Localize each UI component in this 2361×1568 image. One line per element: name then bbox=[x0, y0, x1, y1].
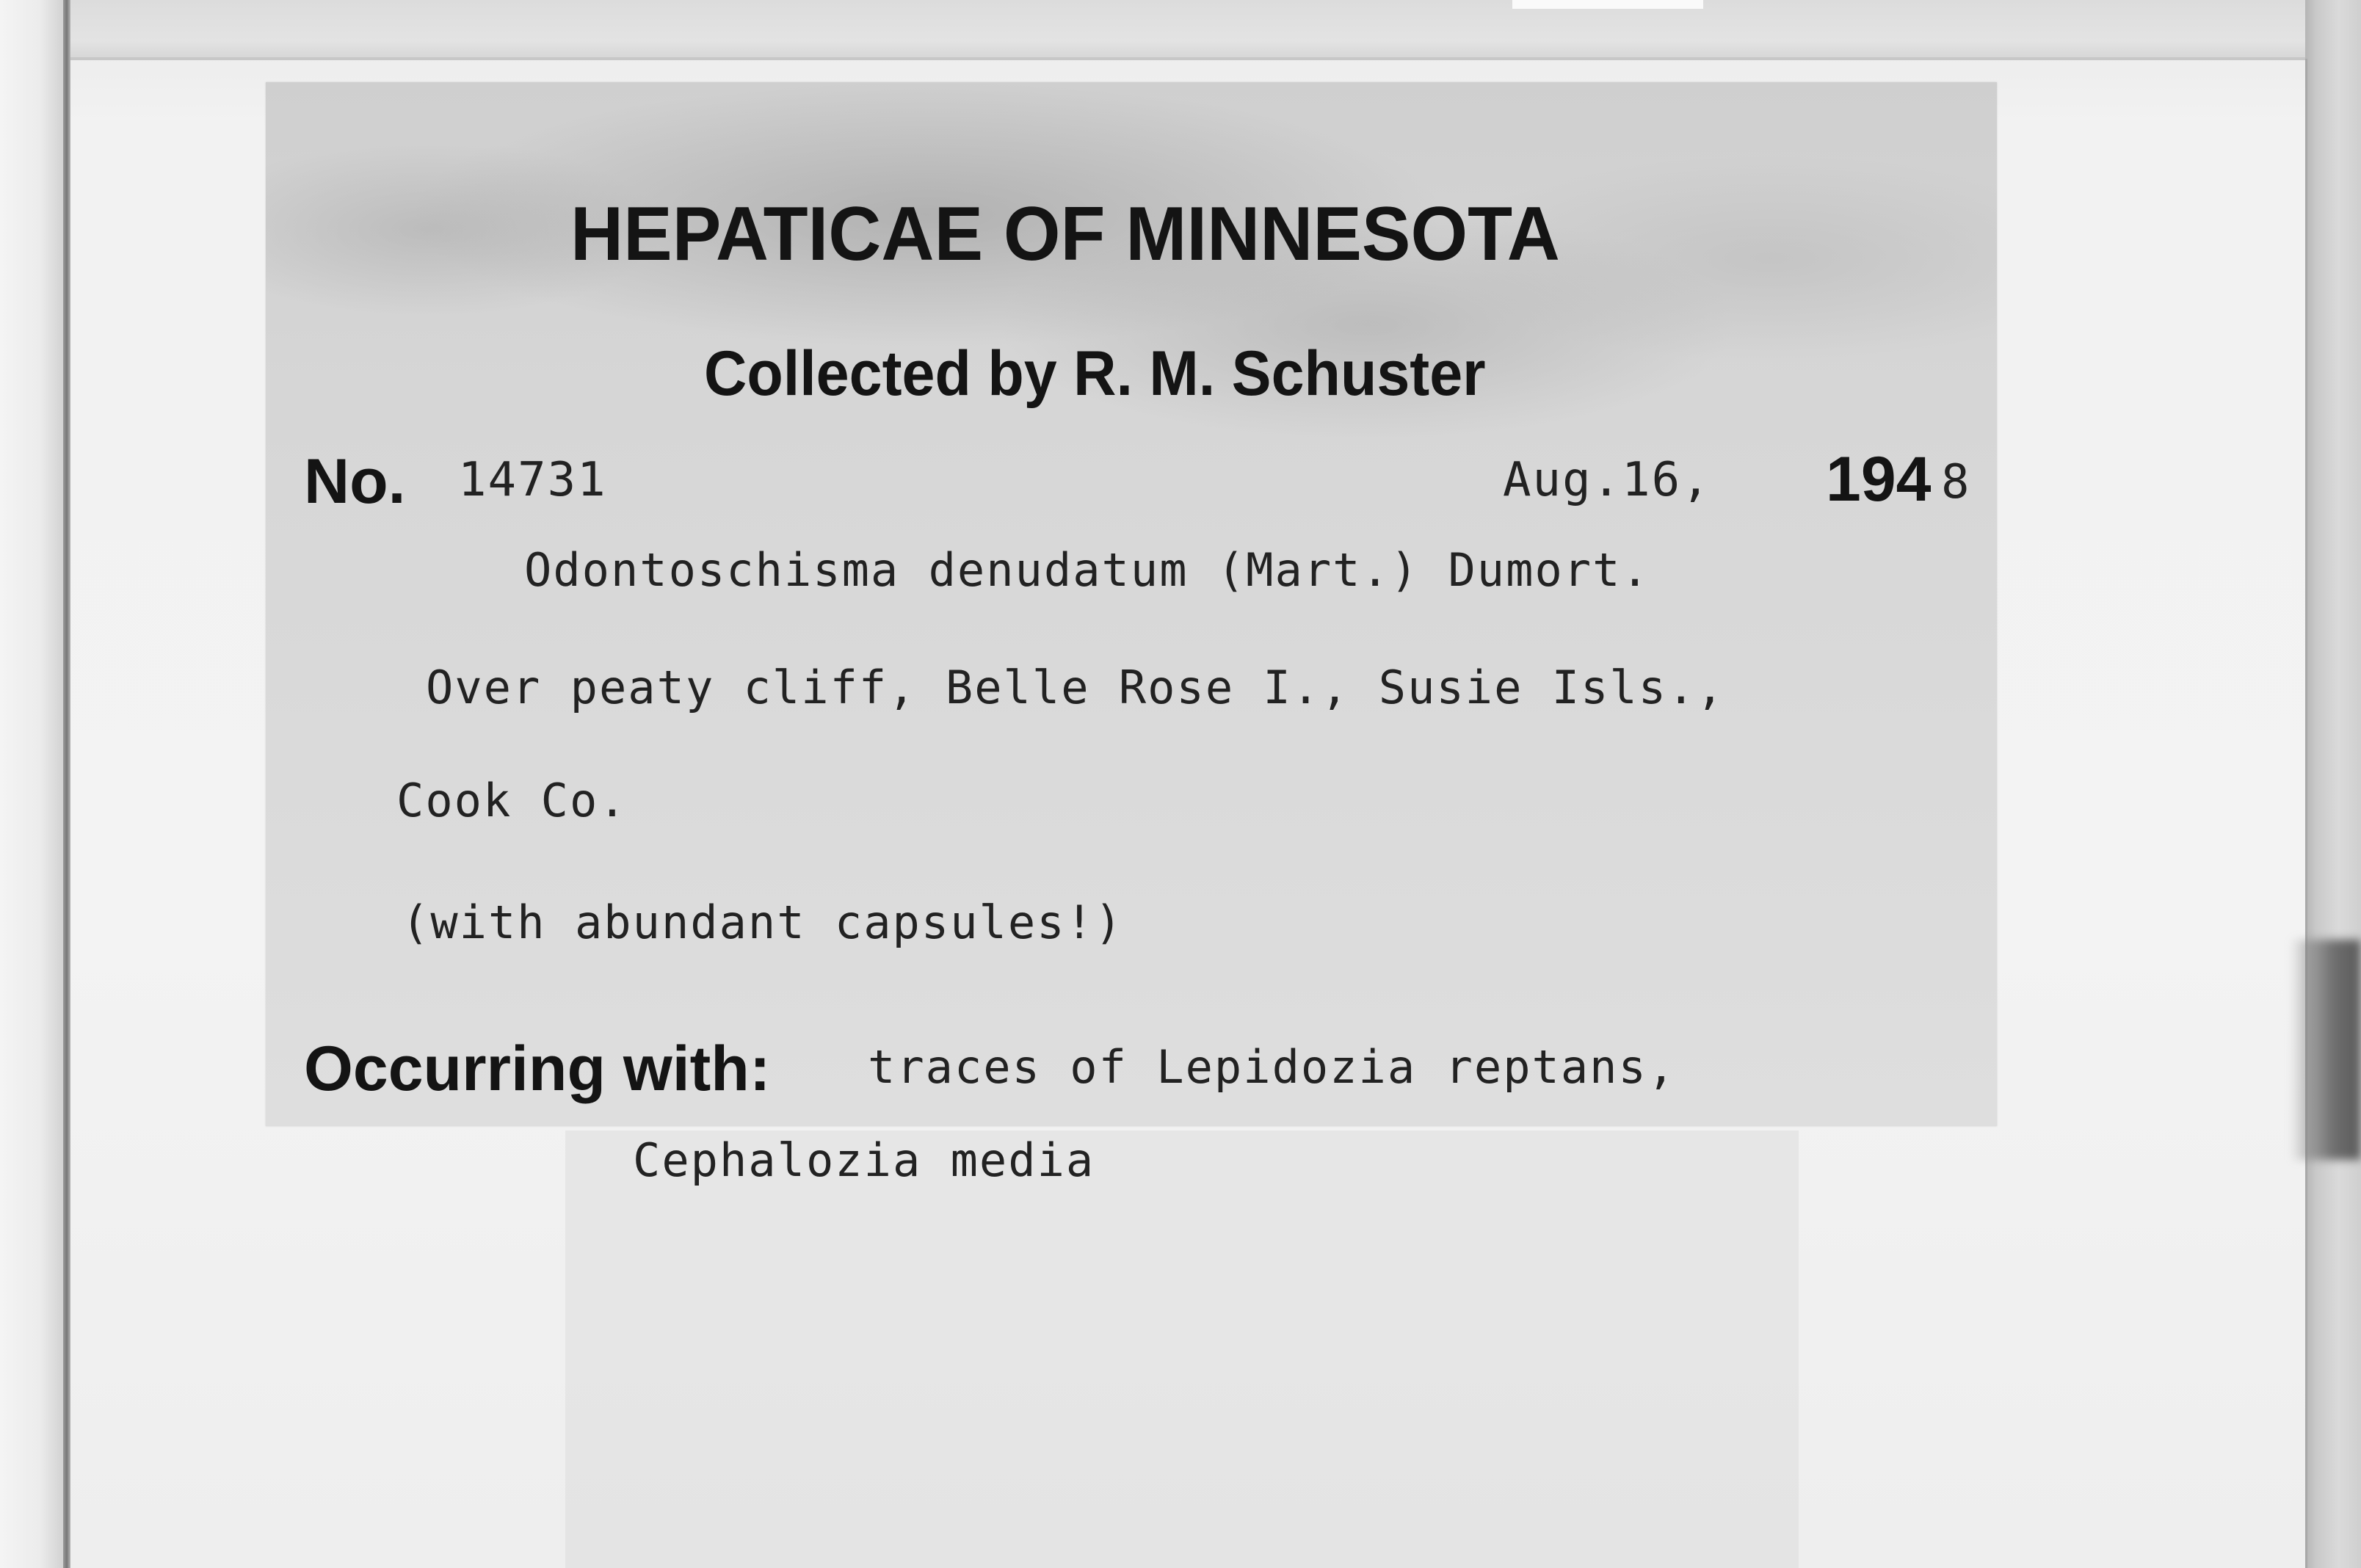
number-label: No. bbox=[304, 446, 406, 517]
right-margin bbox=[2305, 0, 2361, 1568]
occurring-with-label: Occurring with: bbox=[304, 1034, 771, 1104]
paper-patch bbox=[1512, 0, 1703, 9]
label-title: HEPATICAE OF MINNESOTA bbox=[570, 192, 1560, 277]
sheet-crease bbox=[70, 57, 2317, 60]
left-margin bbox=[0, 0, 66, 1568]
sheet-shadow bbox=[565, 1130, 1799, 1568]
sheet-top-fold bbox=[70, 0, 2317, 59]
specimen-note: (with abundant capsules!) bbox=[402, 896, 1124, 949]
collector-line: Collected by R. M. Schuster bbox=[704, 338, 1486, 409]
specimen-label bbox=[266, 82, 1997, 1187]
year-typed: 8 bbox=[1941, 455, 1971, 509]
right-edge-shadow bbox=[2291, 940, 2361, 1160]
taxon-name: Odontoschisma denudatum (Mart.) Dumort. bbox=[524, 543, 1650, 597]
collection-date: Aug.16, bbox=[1503, 453, 1711, 507]
right-border-line bbox=[2305, 59, 2307, 1568]
left-border-line bbox=[63, 0, 70, 1568]
year-printed: 194 bbox=[1826, 444, 1932, 515]
collection-number: 14731 bbox=[458, 453, 607, 507]
associated-species-line-1: traces of Lepidozia reptans, bbox=[868, 1040, 1677, 1094]
associated-species-line-2: Cephalozia media bbox=[633, 1133, 1095, 1187]
locality-line-2: Cook Co. bbox=[396, 774, 628, 827]
locality-line-1: Over peaty cliff, Belle Rose I., Susie Isls., bbox=[426, 661, 1725, 714]
